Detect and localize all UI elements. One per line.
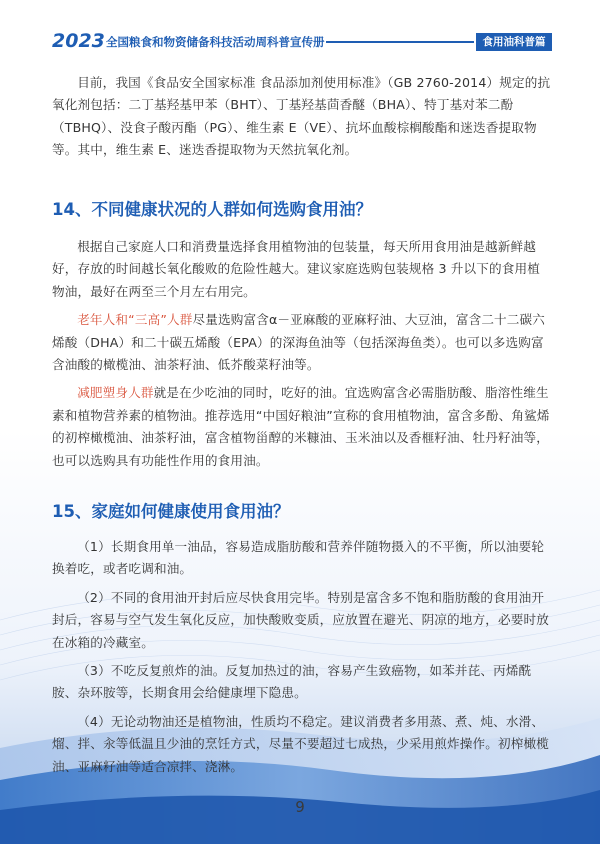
section-15-item: （2）不同的食用油开封后应尽快食用完毕。特别是富含多不饱和脂肪酸的食用油开封后，容易与空气发生氧化反应，加快酸败变质，应放置在避光、阴凉的地方，必要时放在冰箱的冷藏室。 bbox=[52, 589, 550, 650]
section-15-item: （1）长期食用单一油品，容易造成脂肪酸和营养伴随物摄入的不平衡，所以油要轮换着吃，或者吃调和油。 bbox=[52, 539, 545, 577]
intro-paragraph: 目前，我国《食品安全国家标准 食品添加剂使用标准》（GB 2760-2014）规定的抗氧化剂包括：二丁基羟基甲苯（BHT）、丁基羟基茴香醚（BHA）、特丁基对苯二酚（TBHQ）、没食子酸丙酯（PG）、维生素 E（VE）、抗坏血酸棕榈酸酯和迷迭香提取物等。其中，维生素 E、迷迭香提取物为天然抗氧化剂。 bbox=[52, 75, 551, 158]
header-section-label: 食用油科普篇 bbox=[476, 33, 552, 51]
intro-block bbox=[52, 72, 552, 162]
header-divider bbox=[326, 41, 474, 43]
section-14-paragraph-2-text: 尽量选购富含α－亚麻酸的亚麻籽油、大豆油，富含二十二碳六烯酸（DHA）和二十碳五烯酸（EPA）的深海鱼油等（包括深海鱼类）。也可以多选购富含油酸的橄榄油、油茶籽油、低芥酸菜籽油等。 bbox=[52, 312, 546, 373]
highlight-elderly-group: 老年人和“三高”人群 bbox=[77, 312, 193, 328]
section-15-item: （4）无论动物油还是植物油，性质均不稳定。建议消费者多用蒸、煮、炖、水滑、熘、拌、汆等低温且少油的烹饪方式，尽量不要超过七成热，少采用煎炸操作。初榨橄榄油、亚麻籽油等适合凉拌、浇淋。 bbox=[52, 713, 550, 774]
header-year: 2023 bbox=[52, 30, 105, 52]
page-header bbox=[0, 0, 600, 60]
header-campaign-title: 全国粮食和物资储备科技活动周科普宣传册 bbox=[106, 35, 325, 49]
section-14-body bbox=[52, 236, 552, 472]
highlight-weight-loss-group: 减肥塑身人群 bbox=[77, 385, 154, 401]
page-number: 9 bbox=[295, 798, 305, 816]
section-14-heading: 14、不同健康状况的人群如何选购食用油？ bbox=[52, 200, 372, 219]
section-14-paragraph-3-text: 就是在少吃油的同时，吃好的油。宜选购富含必需脂肪酸、脂溶性维生素和植物营养素的植物油。推荐选用“中国好粮油”宣称的食用植物油，富含多酚、角鲨烯的初榨橄榄油、油茶籽油，富含植物甾醇的米糠油、玉米油以及香榧籽油、牡丹籽油等，也可以选购具有功能性作用的食用油。 bbox=[52, 385, 550, 468]
section-15-body bbox=[52, 536, 552, 778]
section-14-paragraph-2 bbox=[52, 309, 552, 376]
section-15-heading: 15、家庭如何健康使用食用油？ bbox=[52, 502, 290, 521]
section-14-paragraph-1: 根据自己家庭人口和消费量选择食用植物油的包装量，每天所用食用油是越新鲜越好，存放的时间越长氧化酸败的危险性越大。建议家庭选购包装规格 3 升以下的食用植物油，最好在两至三个月左右用完。 bbox=[52, 239, 540, 299]
section-14-paragraph-3 bbox=[52, 382, 552, 472]
section-15-item: （3）不吃反复煎炸的油。反复加热过的油，容易产生致癌物，如苯并芘、丙烯酰胺、杂环胺等，长期食用会给健康埋下隐患。 bbox=[52, 663, 532, 701]
